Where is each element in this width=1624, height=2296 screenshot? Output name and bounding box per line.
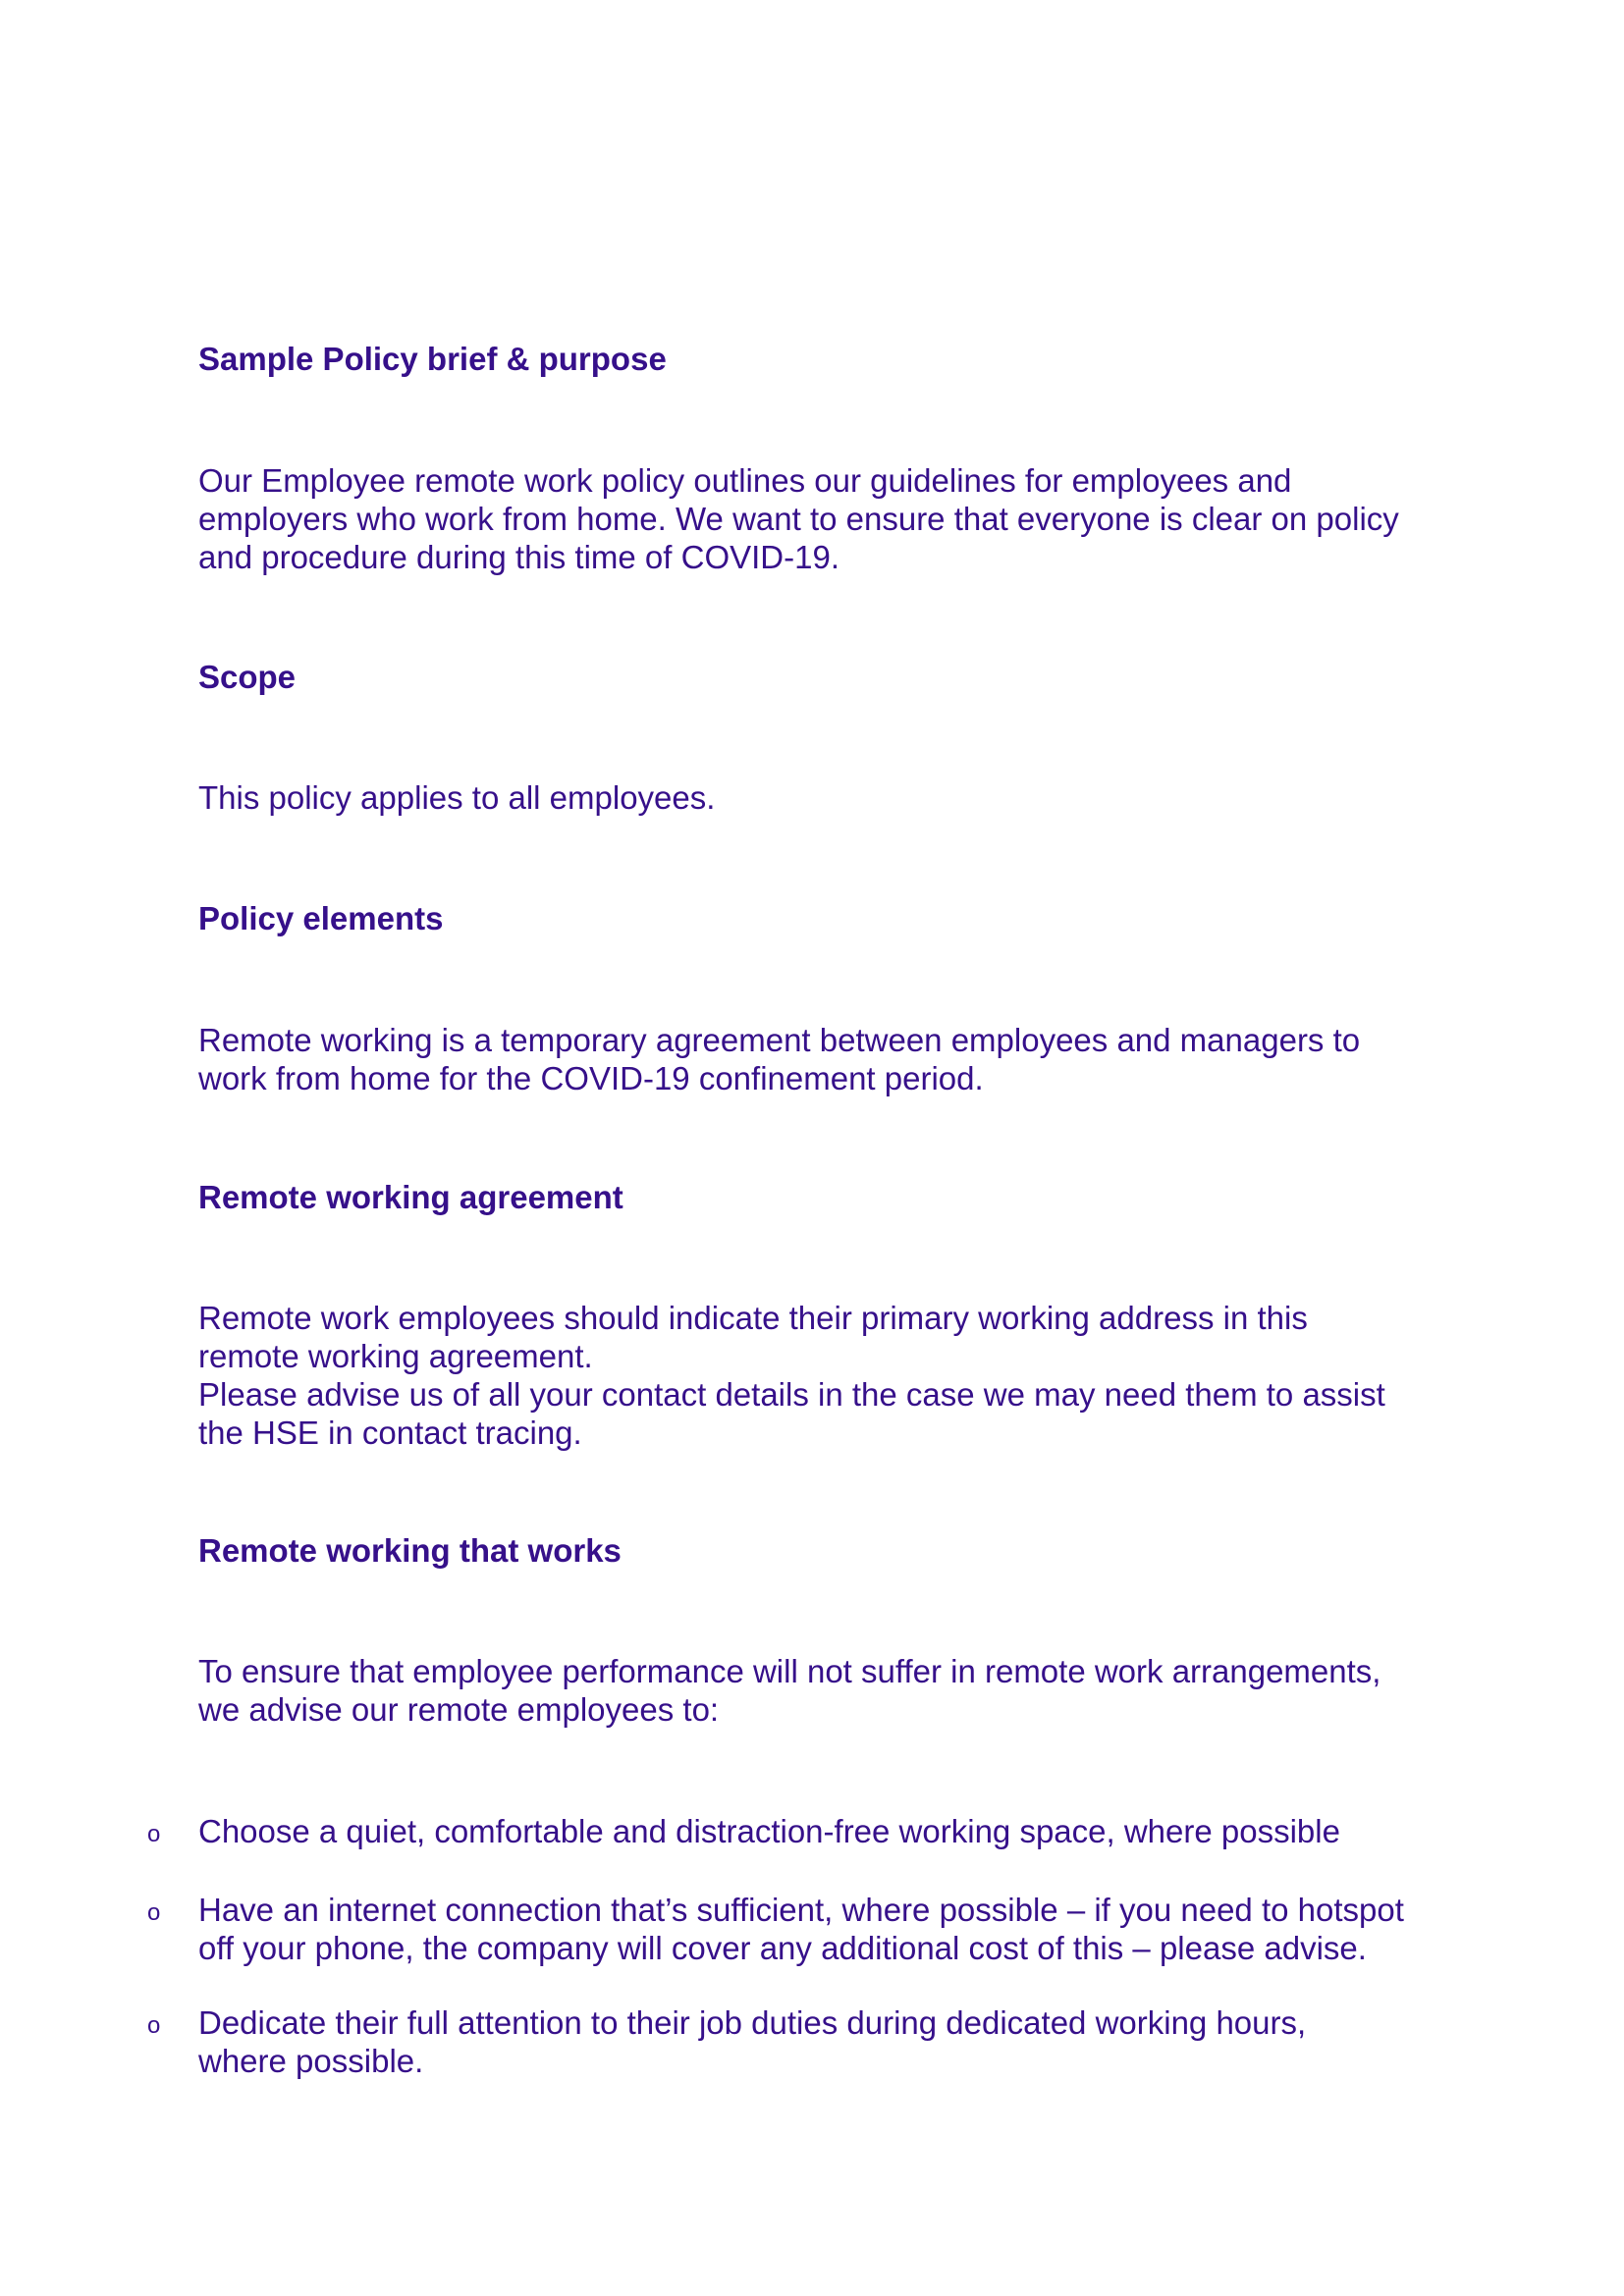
text-line: employers who work from home. We want to ensure that everyone is clear on policy: [198, 501, 1399, 537]
heading-policy-brief: Sample Policy brief & purpose: [198, 341, 667, 377]
paragraph-policy-brief: [198, 461, 1475, 576]
paragraph-remote-working-agreement: [198, 1299, 1475, 1452]
text-line: off your phone, the company will cover any additional cost of this – please advise.: [198, 1930, 1367, 1966]
bullet-marker-icon: o: [147, 2012, 161, 2039]
text-line: and procedure during this time of COVID-19.: [198, 539, 839, 575]
text-line: the HSE in contact tracing.: [198, 1415, 582, 1451]
text-line: we advise our remote employees to:: [198, 1691, 720, 1728]
list-item: [198, 1891, 1475, 1967]
text-line: Remote work employees should indicate their primary working address in this: [198, 1300, 1308, 1336]
text-line: Dedicate their full attention to their job duties during dedicated working hours,: [198, 2004, 1307, 2041]
heading-remote-working-that-works: Remote working that works: [198, 1532, 622, 1569]
list-item: [198, 1812, 1475, 1850]
text-line: This policy applies to all employees.: [198, 779, 716, 816]
heading-policy-elements: Policy elements: [198, 900, 444, 936]
list-item: [198, 2003, 1475, 2080]
text-line: where possible.: [198, 2043, 424, 2079]
text-line: Please advise us of all your contact details in the case we may need them to assist: [198, 1376, 1385, 1413]
heading-remote-working-agreement: Remote working agreement: [198, 1179, 623, 1215]
paragraph-scope: [198, 778, 1475, 817]
text-line: Choose a quiet, comfortable and distraction-free working space, where possible: [198, 1813, 1340, 1849]
text-line: To ensure that employee performance will not suffer in remote work arrangements,: [198, 1653, 1381, 1689]
bullet-marker-icon: o: [147, 1821, 161, 1847]
text-line: remote working agreement.: [198, 1338, 593, 1374]
paragraph-policy-elements: [198, 1021, 1475, 1097]
text-line: Our Employee remote work policy outlines our guidelines for employees and: [198, 462, 1292, 499]
bullet-marker-icon: o: [147, 1899, 161, 1926]
text-line: Remote working is a temporary agreement between employees and managers to: [198, 1022, 1361, 1058]
heading-scope: Scope: [198, 659, 297, 695]
text-line: Have an internet connection that’s sufficient, where possible – if you need to hotspot: [198, 1892, 1404, 1928]
text-line: work from home for the COVID-19 confinement period.: [198, 1060, 984, 1096]
paragraph-remote-working-that-works: [198, 1652, 1475, 1729]
